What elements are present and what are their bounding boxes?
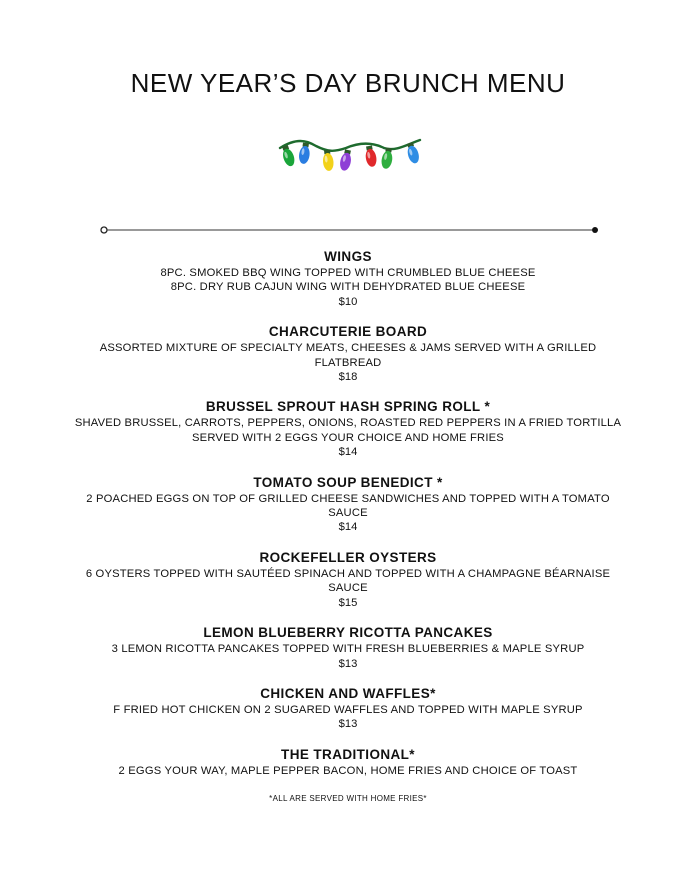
menu-item-description: SHAVED BRUSSEL, CARROTS, PEPPERS, ONIONS, ROASTED RED PEPPERS IN A FRIED TORTILLA SERVED WITH 2 EGGS YOUR CHOICE AND HOME FRIES — [74, 417, 622, 444]
page-title: NEW YEAR’S DAY BRUNCH MENU — [130, 68, 566, 98]
section-divider — [100, 224, 600, 236]
menu-item-price: $13 — [338, 718, 358, 731]
menu-item-price: $15 — [338, 596, 358, 609]
light-bulb-icon — [280, 144, 296, 167]
menu-item-price: $10 — [338, 295, 358, 308]
christmas-lights-icon — [276, 134, 422, 176]
light-bulb-icon — [298, 142, 311, 164]
menu-item-chicken-and-waffles — [60, 685, 636, 732]
menu-item-description: F FRIED HOT CHICKEN ON 2 SUGARED WAFFLES AND TOPPED WITH MAPLE SYRUP — [113, 703, 583, 716]
menu-item-name: TOMATO SOUP BENEDICT * — [253, 474, 443, 490]
menu-item-description: 6 OYSTERS TOPPED WITH SAUTÉED SPINACH AND TOPPED WITH A CHAMPAGNE BÉARNAISE SAUCE — [85, 567, 611, 595]
menu-item-charcuterie-board — [60, 323, 636, 384]
menu-item-price: $13 — [338, 657, 358, 670]
menu-item-description: 2 POACHED EGGS ON TOP OF GRILLED CHEESE SANDWICHES AND TOPPED WITH A TOMATO SAUCE — [86, 492, 610, 520]
menu-item-name: WINGS — [324, 249, 372, 264]
menu-item-rockefeller-oysters — [60, 549, 636, 610]
light-bulb-icon — [339, 149, 354, 172]
menu-item-description: 8PC. SMOKED BBQ WING TOPPED WITH CRUMBLED BLUE CHEESE 8PC. DRY RUB CAJUN WING WITH DEHYDRATED BLUE CHEESE — [160, 267, 536, 294]
menu-item-name: BRUSSEL SPROUT HASH SPRING ROLL * — [205, 399, 491, 415]
menu-item-wings — [60, 248, 636, 309]
menu-item-tomato-soup-benedict — [60, 474, 636, 535]
light-bulb-icon — [380, 147, 394, 169]
menu-item-name: CHARCUTERIE BOARD — [268, 324, 428, 340]
divider-start-dot — [101, 227, 107, 233]
menu-item-price: $18 — [338, 371, 358, 384]
menu-item-price: $14 — [338, 521, 358, 534]
menu-item-description: ASSORTED MIXTURE OF SPECIALTY MEATS, CHEESES & JAMS SERVED WITH A GRILLED FLATBREAD — [99, 342, 597, 369]
light-bulb-icon — [322, 149, 335, 171]
menu-item-description: 2 EGGS YOUR WAY, MAPLE PEPPER BACON, HOME FRIES AND CHOICE OF TOAST — [118, 764, 578, 777]
menu-item-brussel-sprout-spring-roll — [60, 398, 636, 459]
menu-item-description: 3 LEMON RICOTTA PANCAKES TOPPED WITH FRESH BLUEBERRIES & MAPLE SYRUP — [111, 643, 585, 656]
light-bulb-icon — [364, 145, 378, 167]
menu-item-name: LEMON BLUEBERRY RICOTTA PANCAKES — [203, 625, 493, 641]
footnote: *ALL ARE SERVED WITH HOME FRIES* — [269, 794, 427, 803]
menu-item-name: CHICKEN AND WAFFLES* — [260, 685, 436, 701]
menu-item-name: ROCKEFELLER OYSTERS — [259, 549, 437, 565]
divider-end-dot — [592, 227, 598, 233]
menu-item-lemon-blueberry-pancakes — [60, 624, 636, 671]
menu-item-the-traditional — [60, 746, 636, 778]
menu-list — [60, 248, 636, 792]
menu-item-price: $14 — [338, 446, 358, 459]
menu-item-name: THE TRADITIONAL* — [281, 746, 415, 762]
